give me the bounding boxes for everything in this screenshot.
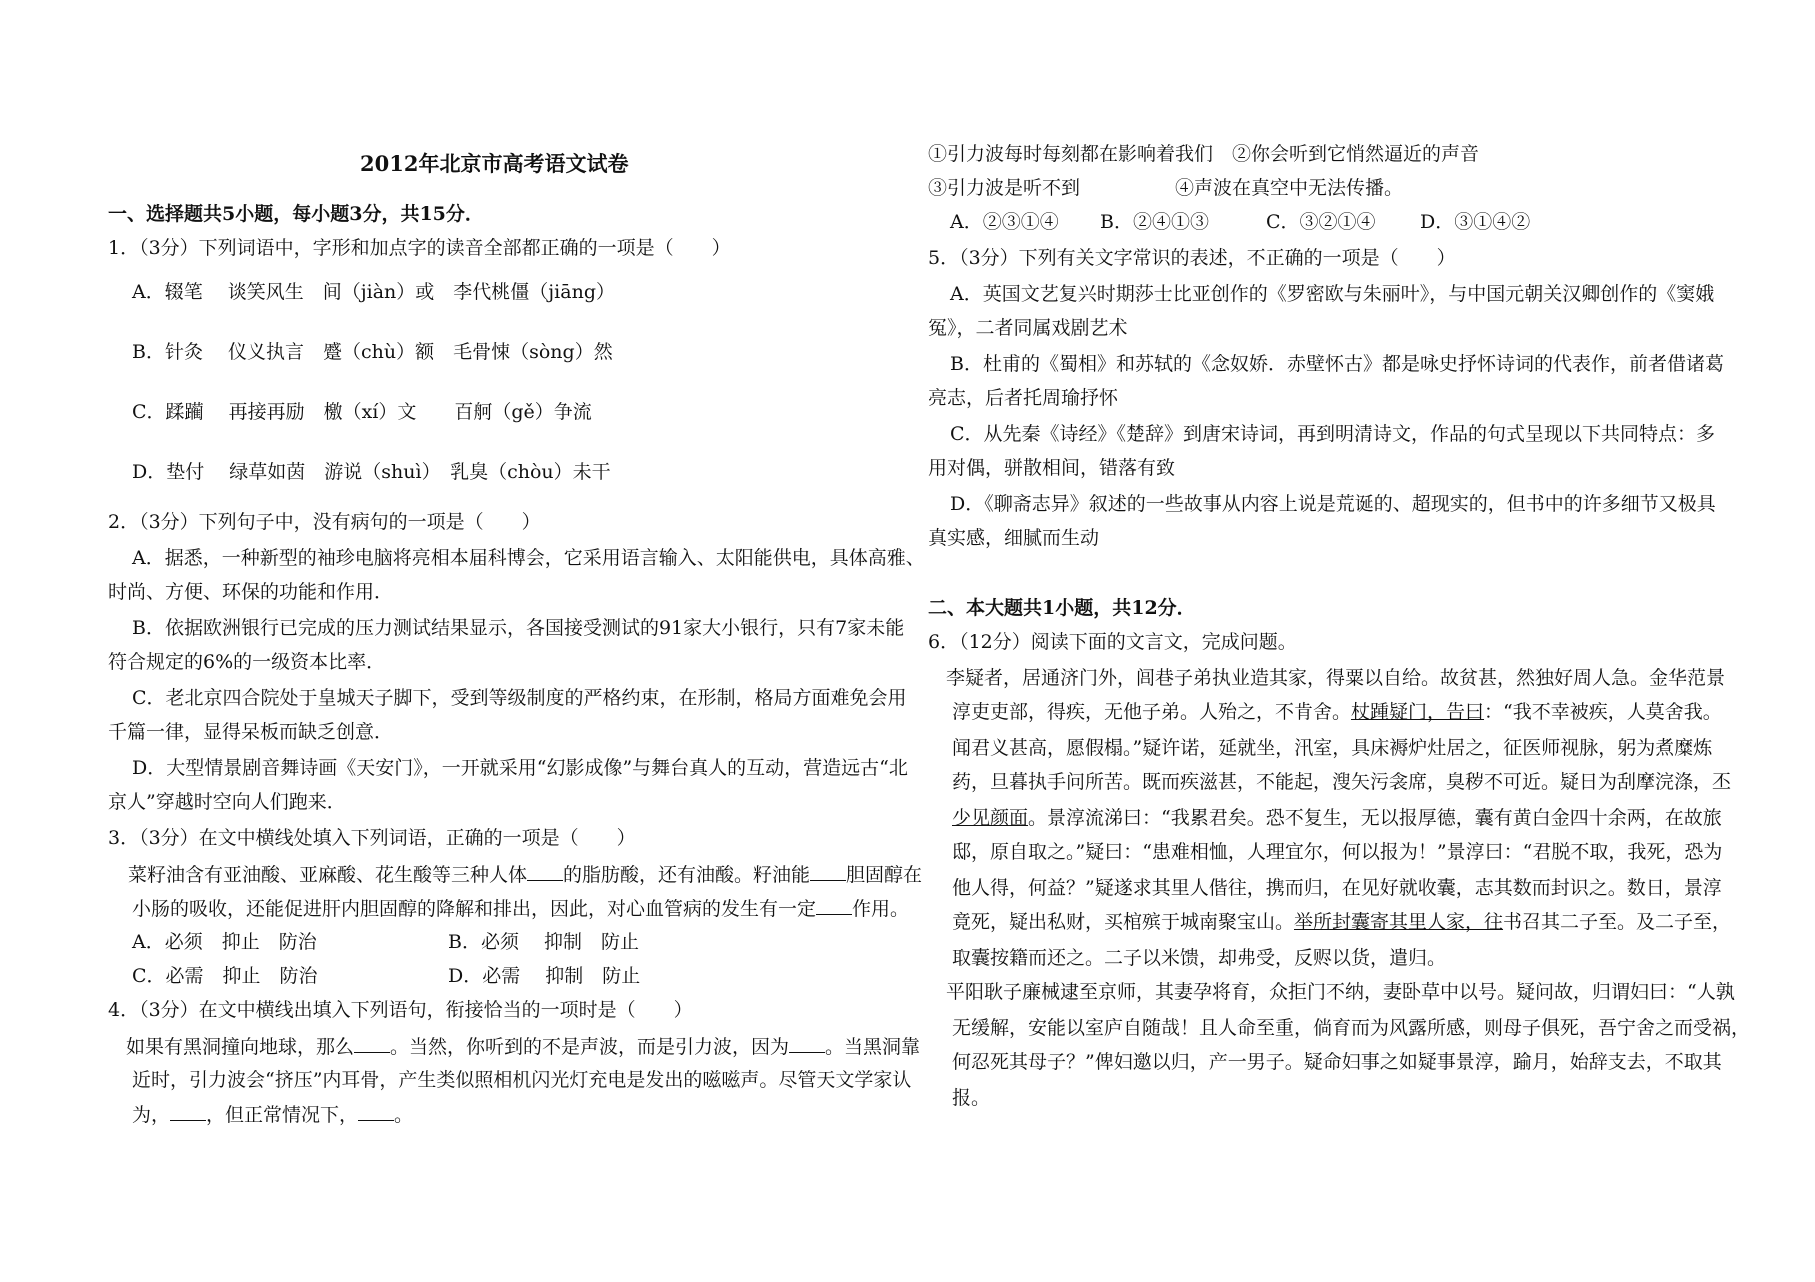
q3-passage-line2: 小肠的吸收，还能促进肝内胆固醇的降解和排出，因此，对心血管病的发生有一定 作用。: [132, 898, 910, 920]
q6-passage-line4: 药，旦暮执手问所苦。既而疾滋甚，不能起，溲矢污衾席，臭秽不可近。疑日为刮摩浣涤，丕: [952, 771, 1732, 793]
blank: [170, 1102, 206, 1121]
q4-sentences-line1: ①引力波每时每刻都在影响着我们 ②你会听到它悄然逼近的声音: [928, 143, 1480, 165]
q1-option-d: D．垫付 绿草如茵 游说（shuì） 乳臭（chòu）未干: [132, 461, 611, 483]
q6-passage-line10: 平阳耿子廉械逮至京师，其妻孕将育，众拒门不纳，妻卧草中以号。疑问故，归谓妇曰：“人孰: [946, 981, 1735, 1003]
q1-option-b: B．针灸 仪义执言 蹙（chù）额 毛骨悚（sòng）然: [132, 341, 613, 363]
q4-passage-line3: 为， ，但正常情况下， 。: [132, 1104, 414, 1126]
q2-option-b-line1: B．依据欧洲银行已完成的压力测试结果显示，各国接受测试的91家大小银行，只有7家未能: [132, 617, 905, 639]
q6-passage-line9: 取囊按籍而还之。二子以米馈，却弗受，反赆以货，遣归。: [952, 947, 1447, 969]
q3-option-c: C．必需 抑止 防治: [132, 965, 318, 987]
q5-option-a-line2: 冤》，二者同属戏剧艺术: [928, 317, 1128, 339]
q6-passage-line6: 邸，原自取之。”疑曰：“患难相恤，人理宜尔，何以报为！”景淳曰：“君脱不取，我死，恐为: [952, 841, 1723, 863]
q5-option-d-line1: D．《聊斋志异》叙述的一些故事从内容上说是荒诞的、超现实的，但书中的许多细节又极具: [950, 493, 1716, 515]
blank: [358, 1102, 394, 1121]
q2-option-a-line1: A．据悉，一种新型的袖珍电脑将亮相本届科博会，它采用语言输入、太阳能供电，具体高雅、: [132, 547, 925, 569]
q2-option-c-line1: C．老北京四合院处于皇城天子脚下，受到等级制度的严格约束，在形制，格局方面难免会用: [132, 687, 907, 709]
underlined-phrase: 杖踵疑门，告曰: [1351, 701, 1485, 723]
q6-stem: 6．（12分）阅读下面的文言文，完成问题。: [928, 631, 1297, 653]
section2-heading: 二、本大题共1小题，共12分．: [928, 597, 1196, 619]
q1-stem: 1．（3分）下列词语中，字形和加点字的读音全部都正确的一项是（ ）: [108, 237, 731, 259]
q2-option-a-line2: 时尚、方便、环保的功能和作用．: [108, 581, 394, 603]
q2-option-b-line2: 符合规定的6%的一级资本比率．: [108, 651, 386, 673]
q6-passage-line5: 少见颜面。景淳流涕曰：“我累君矣。恐不复生，无以报厚德，囊有黄白金四十余两，在故旅: [952, 807, 1722, 829]
q3-stem: 3．（3分）在文中横线处填入下列词语，正确的一项是（ ）: [108, 827, 636, 849]
q4-sentences-line2: ③引力波是听不到 ④声波在真空中无法传播。: [928, 177, 1404, 199]
q4-stem: 4．（3分）在文中横线出填入下列语句，衔接恰当的一项时是（ ）: [108, 999, 693, 1021]
q5-stem: 5．（3分）下列有关文字常识的表述，不正确的一项是（ ）: [928, 247, 1456, 269]
q5-option-b-line1: B．杜甫的《蜀相》和苏轼的《念奴娇．赤壁怀古》都是咏史抒怀诗词的代表作，前者借诸葛: [950, 353, 1724, 375]
q5-option-d-line2: 真实感，细腻而生动: [928, 527, 1100, 549]
q2-option-d-line1: D．大型情景剧音舞诗画《天安门》，一开就采用“幻影成像”与舞台真人的互动，营造远古“北: [132, 757, 908, 779]
q2-option-d-line2: 京人”穿越时空向人们跑来．: [108, 791, 346, 813]
q3-option-a: A．必须 抑止 防治: [132, 931, 317, 953]
blank: [789, 1034, 825, 1053]
blank: [816, 896, 852, 915]
q3-passage-line1: 菜籽油含有亚油酸、亚麻酸、花生酸等三种人体 的脂肪酸，还有油酸。籽油能 胆固醇在: [128, 864, 923, 886]
q4-passage-line1: 如果有黑洞撞向地球，那么 。当然，你听到的不是声波，而是引力波，因为 。当黑洞靠: [126, 1036, 921, 1058]
q6-passage-line2: 淳吏吏部，得疾，无他子弟。人殆之，不肯舍。杖踵疑门，告曰：“我不幸被疾，人莫舍我。: [952, 701, 1722, 723]
q3-option-b: B．必须 抑制 防止: [448, 931, 640, 953]
q6-passage-line13: 报。: [952, 1087, 991, 1109]
section1-heading: 一、选择题共5小题，每小题3分，共15分．: [108, 203, 484, 225]
q6-passage-line8: 竟死，疑出私财，买棺殡于城南聚宝山。举所封囊寄其里人家，往书召其二子至。及二子至，: [952, 911, 1732, 933]
q1-option-a: A．辍笔 谈笑风生 间（jiàn）或 李代桃僵（jiāng）: [132, 281, 615, 303]
q6-passage-line3: 闻君义甚高，愿假榻。”疑许诺，延就坐，汛室，具床褥炉灶居之，征医师视脉，躬为煮糜炼: [952, 737, 1713, 759]
page-title: 2012年北京市高考语文试卷: [360, 151, 629, 176]
q1-option-c: C．蹂躏 再接再励 檄（xí）文 百舸（gě）争流: [132, 401, 592, 423]
q2-option-c-line2: 千篇一律，显得呆板而缺乏创意．: [108, 721, 394, 743]
q4-option-a: A．②③①④: [950, 211, 1059, 233]
underlined-phrase: 举所封囊寄其里人家，往: [1294, 911, 1504, 933]
q4-option-d: D．③①④②: [1420, 211, 1531, 233]
q5-option-c-line1: C．从先秦《诗经》《楚辞》到唐宋诗词，再到明清诗文，作品的句式呈现以下共同特点：多: [950, 423, 1716, 445]
blank: [527, 862, 563, 881]
q4-option-c: C．③②①④: [1266, 211, 1376, 233]
q6-passage-line1: 李疑者，居通济门外，闾巷子弟执业造其家，得粟以自给。故贫甚，然独好周人急。金华范景: [946, 667, 1726, 689]
q4-passage-line2: 近时，引力波会“挤压”内耳骨，产生类似照相机闪光灯充电是发出的嗞嗞声。尽管天文学家认: [132, 1069, 912, 1091]
q2-stem: 2．（3分）下列句子中，没有病句的一项是（ ）: [108, 511, 541, 533]
q6-passage-line12: 何忍死其母子？”俾妇邀以归，产一男子。疑命妇事之如疑事景淳，踰月，始辞支去，不取其: [952, 1051, 1722, 1073]
blank: [810, 862, 846, 881]
q4-option-b: B．②④①③: [1100, 211, 1209, 233]
q6-passage-line11: 无缓解，安能以室庐自随哉！且人命至重，倘育而为风露所感，则母子俱死，吾宁舍之而受祸，: [952, 1017, 1751, 1039]
q6-passage-line7: 他人得，何益？”疑遂求其里人偕往，携而归，在见好就收囊，志其数而封识之。数日，景淳: [952, 877, 1722, 899]
q3-option-d: D．必需 抑制 防止: [448, 965, 641, 987]
blank: [354, 1034, 390, 1053]
underlined-phrase: 少见颜面: [952, 807, 1029, 829]
q5-option-a-line1: A．英国文艺复兴时期莎士比亚创作的《罗密欧与朱丽叶》，与中国元朝关汉卿创作的《窦娥: [950, 283, 1715, 305]
q5-option-b-line2: 亮志，后者托周瑜抒怀: [928, 387, 1119, 409]
q5-option-c-line2: 用对偶，骈散相间，错落有致: [928, 457, 1176, 479]
